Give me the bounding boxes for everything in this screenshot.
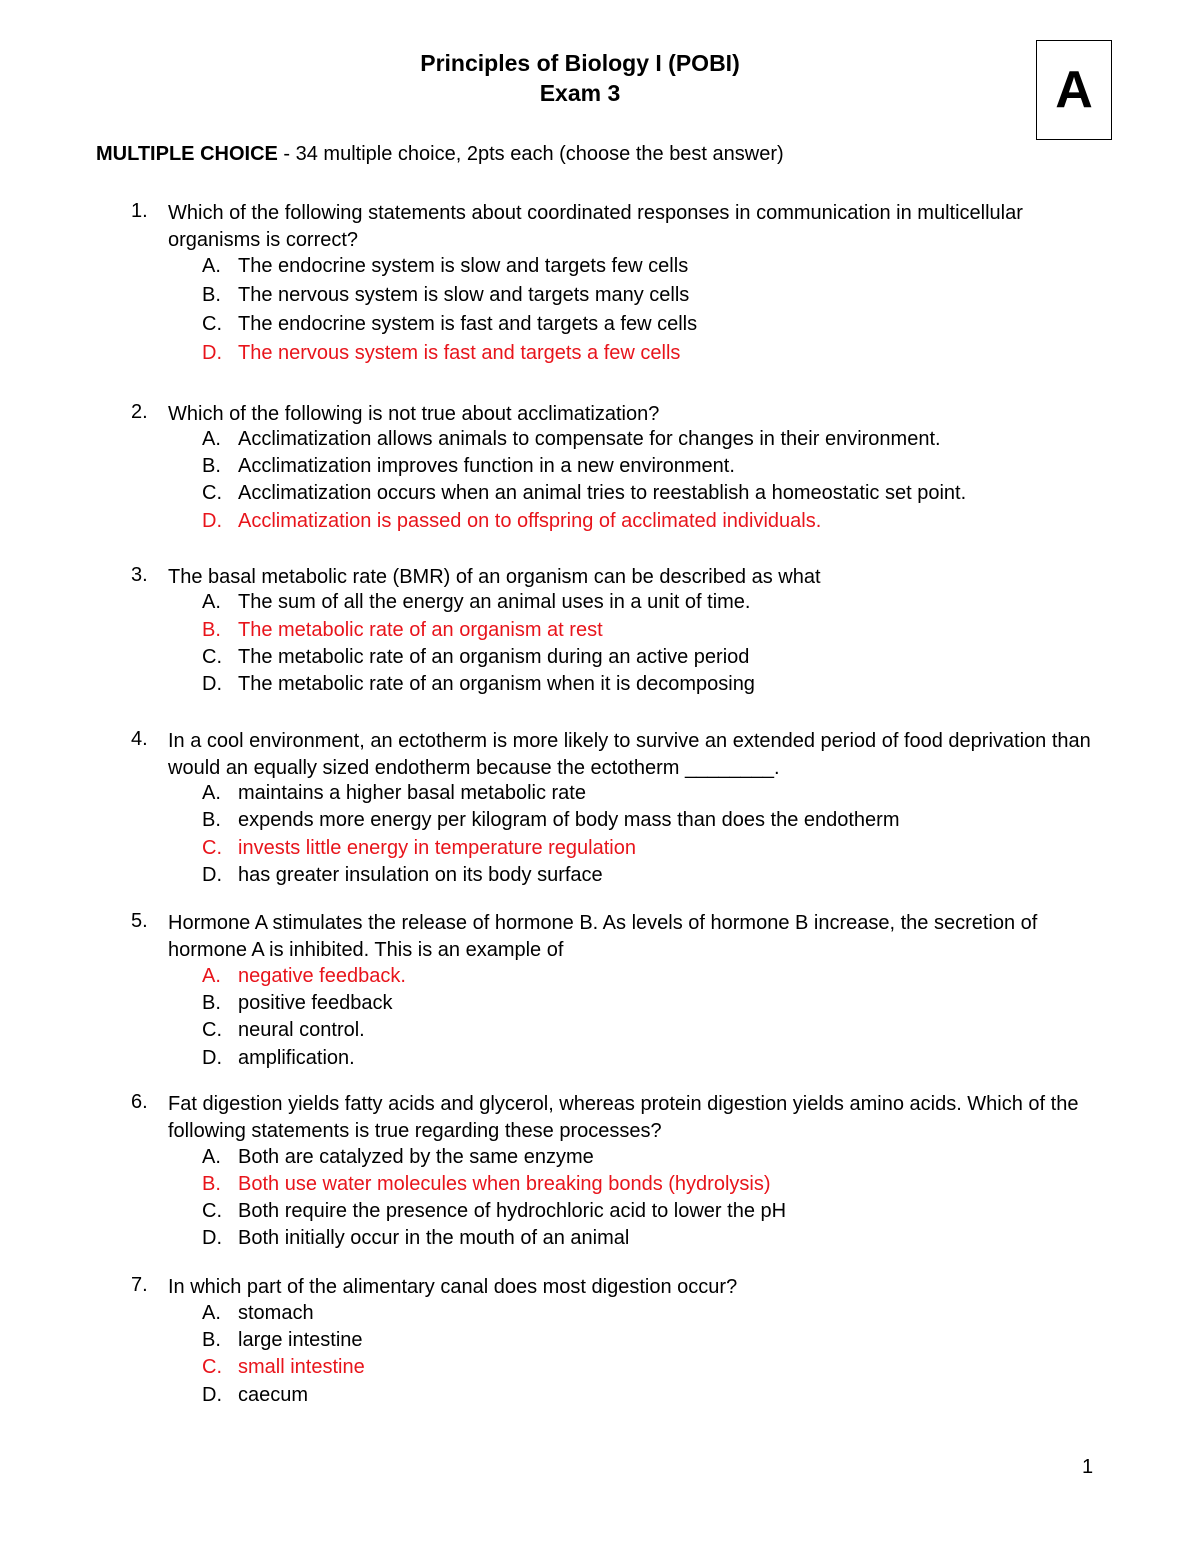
- question-number: 5.: [131, 910, 148, 932]
- option-text: Acclimatization allows animals to compensate for changes in their environment.: [238, 428, 941, 450]
- option-text: Both initially occur in the mouth of an animal: [238, 1227, 630, 1249]
- instructions-heading: MULTIPLE CHOICE: [96, 143, 278, 165]
- question-number: 4.: [131, 728, 148, 750]
- option-letter: D.: [202, 1047, 222, 1069]
- option-text: The metabolic rate of an organism when it is decomposing: [238, 673, 755, 695]
- option-letter: B.: [202, 284, 221, 306]
- option-text: The nervous system is fast and targets a few cells: [238, 342, 681, 364]
- option-text: caecum: [238, 1384, 309, 1406]
- question-text: The basal metabolic rate (BMR) of an organism can be described as what: [168, 566, 821, 588]
- question-text: Which of the following is not true about acclimatization?: [168, 403, 660, 425]
- option-letter: A.: [202, 782, 221, 804]
- exam-version-box: A: [1036, 40, 1112, 140]
- instructions: [96, 143, 784, 166]
- option-letter: C.: [202, 1019, 222, 1041]
- option-letter: A.: [202, 1302, 221, 1324]
- option-letter: B.: [202, 992, 221, 1014]
- option-letter: A.: [202, 255, 221, 277]
- option-text: large intestine: [238, 1329, 363, 1351]
- instructions-detail: - 34 multiple choice, 2pts each (choose the best answer): [277, 143, 784, 165]
- option-text: has greater insulation on its body surface: [238, 864, 603, 886]
- option-letter: A.: [202, 965, 221, 987]
- option-text: The nervous system is slow and targets many cells: [238, 284, 690, 306]
- question-text: In a cool environment, an ectotherm is more likely to survive an extended period of food deprivation than would an equally sized endotherm because the ectotherm ________.: [168, 730, 1091, 779]
- option-text: The sum of all the energy an animal uses in a unit of time.: [238, 591, 751, 613]
- option-text: The endocrine system is fast and targets a few cells: [238, 313, 698, 335]
- exam-title: Exam 3: [539, 80, 621, 106]
- option-letter: D.: [202, 342, 222, 364]
- option-letter: B.: [202, 1173, 221, 1195]
- option-text: The metabolic rate of an organism at rest: [238, 619, 603, 641]
- option-letter: C.: [202, 313, 222, 335]
- option-letter: D.: [202, 864, 222, 886]
- page-number: 1: [1082, 1456, 1094, 1478]
- question-text: Which of the following statements about coordinated responses in communication in multicellular organisms is correct?: [168, 202, 1023, 251]
- question-text: In which part of the alimentary canal does most digestion occur?: [168, 1276, 738, 1298]
- option-letter: B.: [202, 1329, 221, 1351]
- question-number: 3.: [131, 564, 148, 586]
- option-letter: D.: [202, 673, 222, 695]
- option-letter: C.: [202, 1356, 222, 1378]
- option-text: Acclimatization improves function in a new environment.: [238, 455, 735, 477]
- option-letter: D.: [202, 1384, 222, 1406]
- option-letter: A.: [202, 428, 221, 450]
- option-letter: D.: [202, 510, 222, 532]
- question-number: 2.: [131, 401, 148, 423]
- question-text: Fat digestion yields fatty acids and glycerol, whereas protein digestion yields amino acids. Which of the following statements is true regarding these processes?: [168, 1093, 1079, 1142]
- question-number: 6.: [131, 1091, 148, 1113]
- option-text: maintains a higher basal metabolic rate: [238, 782, 586, 804]
- option-text: The metabolic rate of an organism during an active period: [238, 646, 750, 668]
- option-text: Both are catalyzed by the same enzyme: [238, 1146, 594, 1168]
- option-text: negative feedback.: [238, 965, 406, 987]
- option-letter: B.: [202, 619, 221, 641]
- option-letter: C.: [202, 646, 222, 668]
- option-text: Acclimatization occurs when an animal tries to reestablish a homeostatic set point.: [238, 482, 967, 504]
- option-text: expends more energy per kilogram of body mass than does the endotherm: [238, 809, 900, 831]
- option-letter: D.: [202, 1227, 222, 1249]
- option-text: amplification.: [238, 1047, 355, 1069]
- option-text: Both use water molecules when breaking bonds (hydrolysis): [238, 1173, 771, 1195]
- option-letter: C.: [202, 837, 222, 859]
- option-text: invests little energy in temperature regulation: [238, 837, 636, 859]
- course-title: Principles of Biology I (POBI): [420, 50, 740, 76]
- option-text: Both require the presence of hydrochloric acid to lower the pH: [238, 1200, 787, 1222]
- option-text: positive feedback: [238, 992, 393, 1014]
- option-letter: A.: [202, 591, 221, 613]
- option-letter: C.: [202, 482, 222, 504]
- option-text: small intestine: [238, 1356, 365, 1378]
- option-letter: B.: [202, 455, 221, 477]
- option-text: neural control.: [238, 1019, 365, 1041]
- option-text: Acclimatization is passed on to offspring of acclimated individuals.: [238, 510, 822, 532]
- option-text: The endocrine system is slow and targets few cells: [238, 255, 689, 277]
- option-letter: B.: [202, 809, 221, 831]
- question-number: 7.: [131, 1274, 148, 1296]
- option-letter: C.: [202, 1200, 222, 1222]
- option-text: stomach: [238, 1302, 314, 1324]
- option-letter: A.: [202, 1146, 221, 1168]
- question-text: Hormone A stimulates the release of hormone B. As levels of hormone B increase, the secretion of hormone A is inhibited. This is an example of: [168, 912, 1038, 961]
- question-number: 1.: [131, 200, 148, 222]
